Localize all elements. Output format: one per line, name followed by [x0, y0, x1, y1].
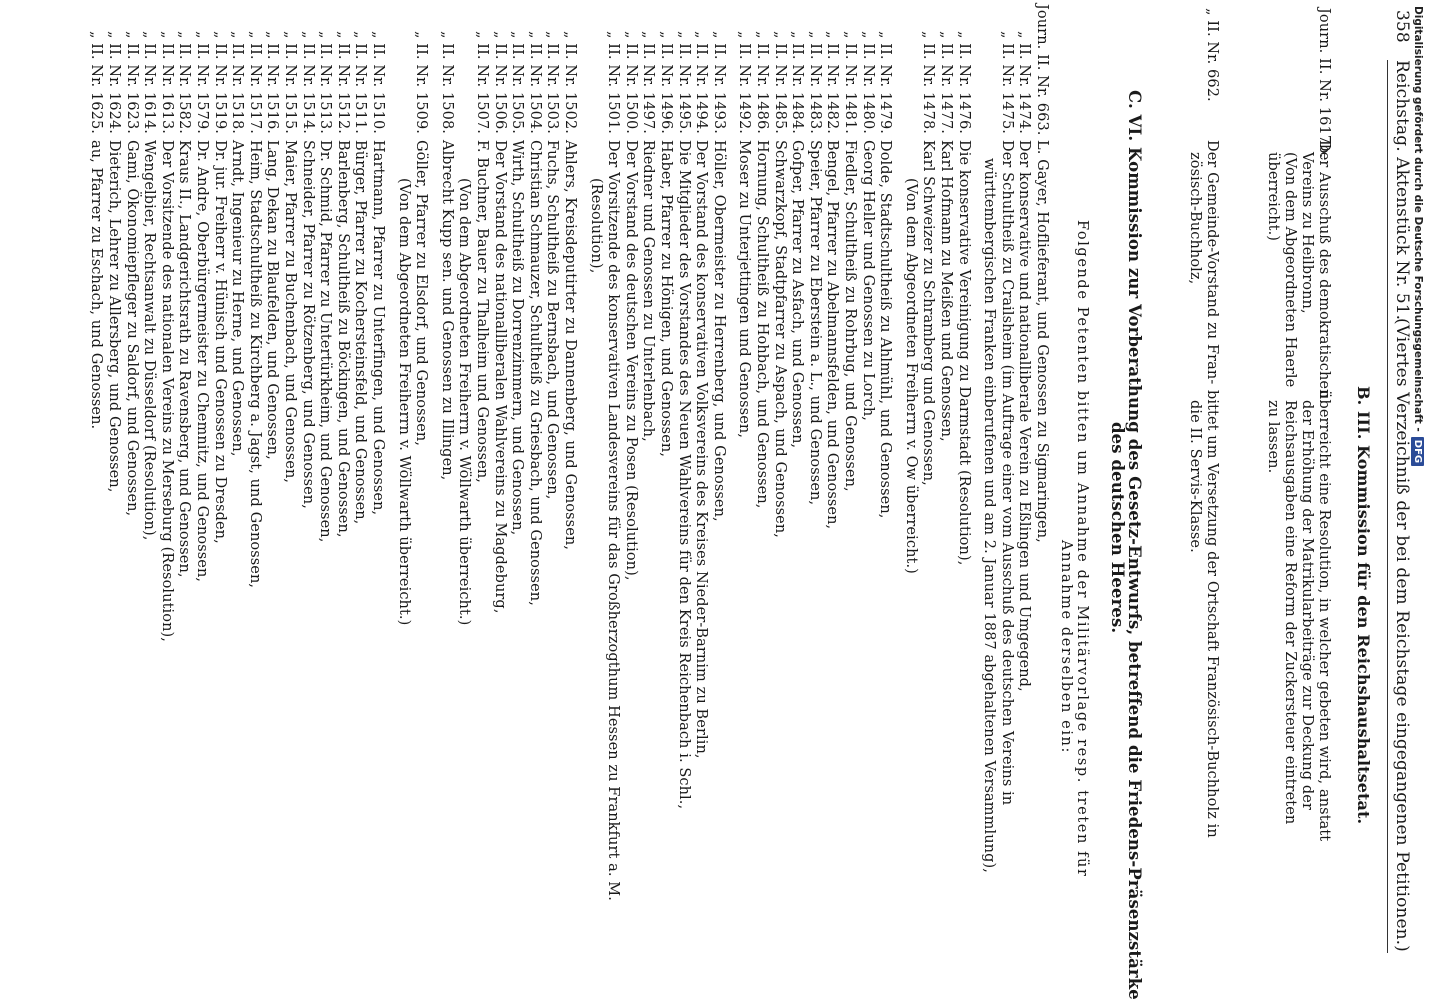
- petition-text: Die Mitglieder des Vorstandes des Neuen Wahlvereins für den Kreis Reichenbach i. Schl.,: [675, 140, 692, 810]
- b3-row-request-line: bittet um Versetzung der Ortschaft Französisch-Buchholz in: [1204, 390, 1220, 838]
- petition-text: Der Vorsitzende des nationalen Vereins zu Merseburg (Resolution),: [158, 140, 175, 642]
- petition-ref: „ II. Nr. 1503.: [544, 30, 561, 134]
- petition-text: Die konservative Vereinigung zu Darmstadt (Resolution),: [955, 140, 972, 566]
- petition-ref: „ II. Nr. 1495.: [675, 30, 692, 134]
- petition-text: Der Vorstand des konservativen Volksvereins des Kreises Nieder-Barnim zu Berlin,: [693, 140, 710, 759]
- petition-text: Schwarzkopf, Stadtpfarrer zu Aspach, und Genossen,: [771, 140, 788, 538]
- petition-ref: „ II. Nr. 1479.: [877, 30, 894, 134]
- petition-ref: „ II. Nr. 1517.: [246, 30, 263, 134]
- petition-ref: „ II. Nr. 1486.: [754, 30, 770, 134]
- petition-text: Wirth, Schultheiß zu Dorrenzimmern, und Genossen,: [509, 140, 526, 536]
- petition-text: Bengel, Pfarrer zu Abelmannsfelden, und Genossen,: [824, 140, 841, 530]
- petition-text: Gami, Ökonomiepfleger zu Saldorf, und Genossen,: [123, 140, 140, 517]
- petition-text: Haber, Pfarrer zu Hönigen, und Genossen,: [658, 140, 674, 458]
- petition-text: (Von dem Abgeordneten Freiherrn v. Ow überreicht.): [902, 178, 919, 574]
- dfg-logo: DFG: [1412, 437, 1425, 466]
- petition-ref: „ II. Nr. 1582.: [176, 30, 193, 134]
- petition-text: Moser zu Unterjettingen und Genossen,: [736, 140, 753, 439]
- b3-row-petitioner-line: zösisch-Buchholz,: [1187, 152, 1203, 285]
- petition-ref: „ II. Nr. 1481.: [842, 30, 858, 134]
- section-c6-heading: C. VI. Kommission zur Vorberathung des Gesetz-Entwurfs, betreffend die Friedens-Präsenzstärke: [1125, 90, 1144, 1000]
- petition-ref: „ II. Nr. 1624.: [106, 30, 122, 134]
- petition-text: Dieterich, Lehrer zu Allersberg, und Genossen,: [106, 140, 122, 493]
- petition-text: Der konservative und nationalliberale Verein zu Eßlingen und Umgegend,: [1016, 140, 1033, 692]
- petition-ref: „ II. Nr. 1478.: [920, 30, 937, 134]
- petition-ref: „ II. Nr. 1475.: [998, 30, 1015, 134]
- section-c6-heading-2: des deutschen Heeres.: [1108, 422, 1127, 634]
- petition-text: Fiedler, Schultheiß zu Rohrbug, und Genossen,: [842, 140, 858, 492]
- petition-ref: „ II. Nr. 1516.: [264, 30, 281, 134]
- petition-text: Maier, Pfarrer zu Buchenbach, und Genossen,: [282, 140, 298, 484]
- petition-ref: „ II. Nr. 1506.: [491, 30, 508, 134]
- petition-text: Albrecht Kupp sen. und Genossen zu Illingen,: [438, 140, 455, 481]
- b3-row-petitioner-line: Der Ausschuß des demokratischen: [1316, 140, 1332, 399]
- petition-text: F. Buchner, Bauer zu Thalheim und Genossen,: [474, 140, 490, 484]
- petition-text: Göller, Pfarrer zu Elsdorf, und Genossen,: [413, 140, 430, 447]
- petition-text: Karl Hofmann zu Meißen und Genossen,: [938, 140, 954, 442]
- petition-ref: „ II. Nr. 1519.: [211, 30, 228, 134]
- petition-text: Hornung, Schultheiß zu Hohbach, und Genossen,: [754, 140, 770, 509]
- b3-row-ref: Journ. II. Nr. 1617b.: [1316, 8, 1332, 159]
- petition-ref: „ II. Nr. 1477.: [938, 30, 954, 134]
- petition-ref: „ II. Nr. 1505.: [509, 30, 526, 134]
- petition-text: Barlenberg, Schultheiß zu Böckingen, und Genossen,: [334, 140, 351, 538]
- petition-ref: „ II. Nr. 1579.: [194, 30, 210, 134]
- b3-row-request-line: überreicht eine Resolution, in welcher gebeten wird, anstatt: [1316, 390, 1332, 842]
- petition-ref: „ II. Nr. 1504.: [526, 30, 543, 134]
- petition-text: Der Vorstand des deutschen Vereins zu Posen (Resolution),: [622, 140, 639, 581]
- petition-text: Gofper, Pfarrer zu Asfach, und Genossen,: [789, 140, 806, 449]
- petition-ref: „ II. Nr. 1510.: [370, 30, 386, 134]
- petition-ref: „ II. Nr. 1512.: [334, 30, 351, 134]
- dfg-sidebar: [1405, 6, 1431, 464]
- petition-ref: „ II. Nr. 1496.: [658, 30, 674, 134]
- petition-text: Wengelbier, Rechtsanwalt zu Düsseldorf (Resolution),: [141, 140, 158, 541]
- page-number: 358: [1392, 10, 1412, 43]
- petition-text: Arndt, Ingenieur zu Herne, und Genossen,: [229, 140, 246, 457]
- petition-text: Heim, Stadtschultheiß zu Kirchberg a. Jagst, und Genossen,: [246, 140, 263, 589]
- header-rule: [1387, 60, 1388, 953]
- petition-ref: „ II. Nr. 1508.: [438, 30, 455, 134]
- petition-text: Lang, Dekan zu Blaufelden, und Genossen,: [264, 140, 281, 460]
- petition-ref: „ II. Nr. 1514.: [299, 30, 316, 134]
- section-c6-intro: Folgende Petenten bitten um Annahme der Militärvorlage resp. treten für: [1074, 220, 1090, 878]
- petition-ref: „ II. Nr. 1613.: [158, 30, 175, 134]
- petition-ref: „ II. Nr. 1515.: [282, 30, 298, 134]
- petition-ref: „ II. Nr. 1511.: [352, 30, 369, 134]
- petition-ref: „ II. Nr. 1484.: [789, 30, 806, 134]
- header-title-right: (Viertes Verzeichniß der bei dem Reichstage eingegangenen Petitionen.): [1392, 318, 1412, 952]
- petition-ref: „ II. Nr. 1501.: [605, 30, 622, 134]
- petition-ref: „ II. Nr. 1474.: [1016, 30, 1033, 134]
- petition-ref: Journ. II. Nr. 663.: [1034, 4, 1050, 136]
- petition-ref: „ II. Nr. 1625.: [88, 30, 105, 134]
- petition-text: Fuchs, Schultheiß zu Bernsbach, und Genossen,: [544, 140, 561, 500]
- petition-ref: „ II. Nr. 1492.: [736, 30, 753, 134]
- petition-ref: „ II. Nr. 1513.: [317, 30, 334, 134]
- petition-text: Dr. jur. Freiherr v. Hünisch und Genossen zu Dresden,: [211, 140, 228, 544]
- header-title-left: Reichstag. Aktenstück Nr. 51.: [1392, 60, 1412, 321]
- petition-text: Ahlers, Kreisdeputirter zu Dannenberg, und Genossen,: [562, 140, 578, 551]
- petition-ref: „ II. Nr. 1507.: [474, 30, 490, 134]
- b3-row-request-line: die II. Servis-Klasse.: [1187, 400, 1203, 553]
- petition-ref: „ II. Nr. 1494.: [693, 30, 710, 134]
- petition-text: Christian Schmauzer, Schultheiß zu Griesbach, und Genossen,: [526, 140, 543, 606]
- petition-text: Speier, Pfarrer zu Eberstein a. L., und Genossen,: [806, 140, 823, 506]
- b3-row-request-line: der Erhöhung der Matrikularbeiträge zur Deckung der: [1299, 400, 1315, 810]
- petition-text: Riedner und Genossen zu Unterlenbach,: [640, 140, 657, 442]
- petition-ref: „ II. Nr. 1500.: [622, 30, 639, 134]
- petition-text: Dr. Schmid, Pfarrer zu Untertürkheim, und Genossen,: [317, 140, 334, 543]
- b3-row-petitioner-line: überreicht.): [1265, 152, 1281, 242]
- petition-text: Karl Schweizer zu Schramberg und Genossen,: [920, 140, 937, 486]
- petition-ref: „ II. Nr. 1476.: [955, 30, 972, 134]
- petition-ref: „ II. Nr. 1518.: [229, 30, 246, 134]
- petition-text: (Von dem Abgeordneten Freiherrn v. Wöllwarth überreicht.): [395, 178, 412, 626]
- dfg-funding-note: Digitalisierung gefördert durch die Deutsche Forschungsgemeinschaft -: [1412, 6, 1424, 432]
- petition-ref: „ II. Nr. 1623.: [123, 30, 140, 134]
- section-b3-heading: B. III. Kommission für den Reichshaushaltsetat.: [1354, 386, 1373, 825]
- b3-row-petitioner-line: Vereins zu Heilbronn,: [1299, 152, 1315, 314]
- petition-ref: „ II. Nr. 1482.: [824, 30, 841, 134]
- petition-text: Schneider, Pfarrer zu Rötzenberg, und Genossen,: [299, 140, 316, 509]
- petition-ref: „ II. Nr. 1509.: [413, 30, 430, 134]
- petition-text: (Resolution),: [587, 178, 604, 274]
- b3-row-request-line: Reichsausgaben eine Reform der Zuckersteuer eintreten: [1282, 400, 1298, 825]
- petition-text: Der Vorstand des nationalliberalen Wahlvereins zu Magdeburg,: [491, 140, 508, 614]
- petition-ref: „ II. Nr. 1502.: [562, 30, 578, 134]
- petition-text: Georg Heller und Genossen zu Lorch,: [859, 140, 876, 421]
- petition-text: Bürger, Pfarrer zu Kochersteinsfeld, und Genossen,: [352, 140, 369, 525]
- petition-text: Hartmann, Pfarrer zu Unterfingen, und Genossen,: [370, 140, 386, 516]
- petition-ref: „ II. Nr. 1497.: [640, 30, 657, 134]
- b3-row-petitioner-line: Der Gemeinde-Vorstand zu Fran-: [1204, 140, 1220, 385]
- dfg-sidebar-text: [1405, 6, 1431, 464]
- b3-row-petitioner-line: (Von dem Abgeordneten Haerle: [1282, 152, 1298, 388]
- petition-text: württembergischen Franken einberufenen und am 2. Januar 1887 abgehaltenen Versammlung),: [981, 158, 998, 873]
- petition-text: Dolde, Stadtschultheiß zu Ahlmühl, und Genossen,: [877, 140, 894, 519]
- petition-text: au, Pfarrer zu Eschach, und Genossen.: [88, 140, 105, 430]
- b3-row-request-line: zu lassen.: [1265, 400, 1281, 474]
- petition-text: (Von dem Abgeordneten Freiherrn v. Wöllwarth überreicht.): [456, 178, 473, 626]
- petition-text: Der Schultheiß zu Crailsheim (im Auftrage einer vom Ausschuß des deutschen Vereins in: [998, 140, 1015, 806]
- petition-text: Der Vorsitzende des konservativen Landesvereins für das Großherzogthum Hessen zu Frankfurt a. M.: [605, 140, 622, 901]
- section-c6-intro-2: Annahme derselben ein:: [1058, 540, 1074, 754]
- petition-ref: „ II. Nr. 1480.: [859, 30, 876, 134]
- b3-row-ref: „ II. Nr. 662.: [1204, 8, 1220, 102]
- petition-ref: „ II. Nr. 1493.: [710, 30, 727, 134]
- petition-text: Kraus II., Landgerichtsrath zu Ravensberg, und Genossen,: [176, 140, 193, 578]
- petition-ref: „ II. Nr. 1485.: [771, 30, 788, 134]
- petition-ref: „ II. Nr. 1483.: [806, 30, 823, 134]
- petition-text: Dr. Andre, Oberbürgermeister zu Chemnitz, und Genossen,: [194, 140, 210, 583]
- petition-ref: „ II. Nr. 1614.: [141, 30, 158, 134]
- petition-text: Höller, Obermeister zu Herrenberg, und Genossen,: [710, 140, 727, 522]
- petition-text: L. Gayer, Hoflieferant, und Genossen zu Sigmaringen,: [1034, 140, 1050, 543]
